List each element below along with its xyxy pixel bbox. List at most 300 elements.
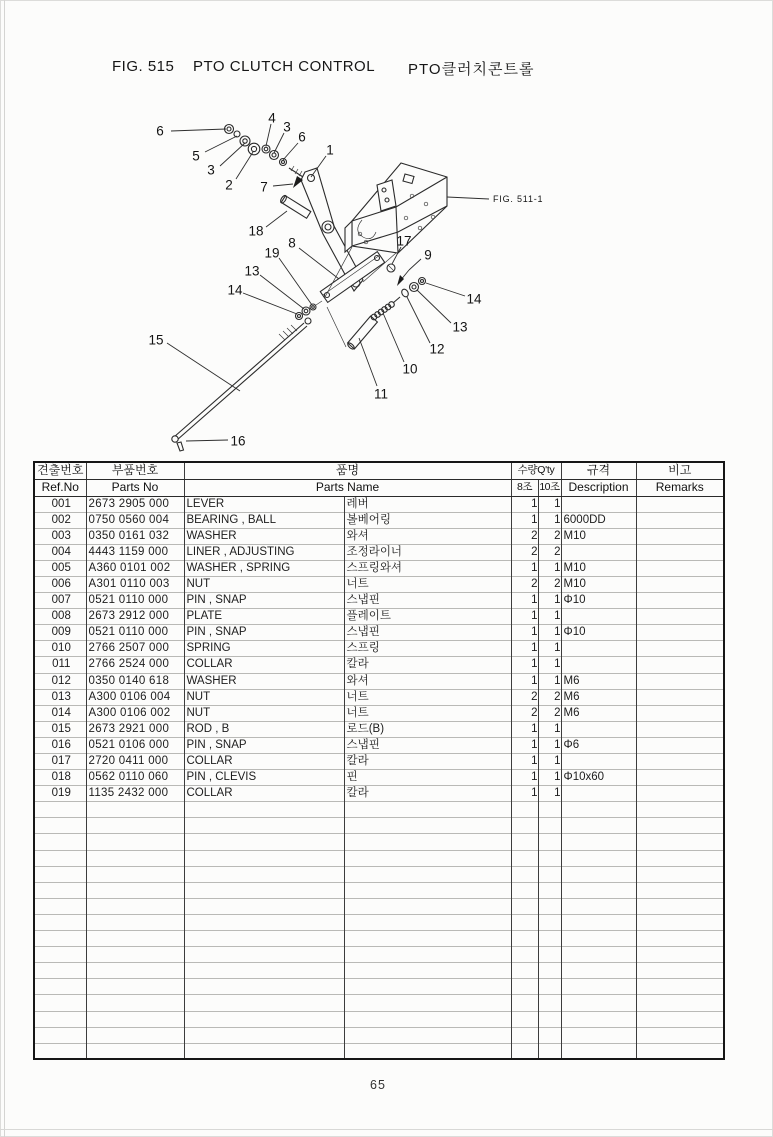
table-cell: [34, 931, 86, 947]
table-cell: [344, 1043, 511, 1059]
table-cell: PIN , SNAP: [184, 593, 344, 609]
table-cell: [86, 818, 184, 834]
callout-leader-line: [274, 133, 284, 153]
table-row: [34, 1011, 724, 1027]
table-cell: 0521 0110 000: [86, 593, 184, 609]
table-cell: 011: [34, 657, 86, 673]
header-name-en: Parts Name: [184, 479, 511, 496]
table-cell: [184, 818, 344, 834]
header-ref-kr: 견출번호: [34, 462, 86, 479]
table-cell: 0521 0106 000: [86, 737, 184, 753]
table-cell: [636, 818, 724, 834]
header-partsno-kr: 부품번호: [86, 462, 184, 479]
table-cell: [561, 657, 636, 673]
table-cell: Φ10x60: [561, 770, 636, 786]
table-cell: [561, 882, 636, 898]
table-cell: 1: [511, 770, 538, 786]
table-cell: [538, 850, 561, 866]
table-cell: 1: [538, 496, 561, 512]
table-cell: 1: [511, 512, 538, 528]
table-cell: NUT: [184, 689, 344, 705]
table-cell: 2: [538, 689, 561, 705]
table-cell: 6000DD: [561, 512, 636, 528]
table-cell: [511, 898, 538, 914]
table-cell: [636, 544, 724, 560]
table-row: [34, 898, 724, 914]
header-partsno-en: Parts No: [86, 479, 184, 496]
table-cell: [636, 754, 724, 770]
table-cell: [561, 641, 636, 657]
table-row: [34, 1027, 724, 1043]
callout-number: 9: [424, 247, 432, 263]
table-cell: 006: [34, 576, 86, 592]
table-cell: [636, 609, 724, 625]
callout-leader-line: [283, 143, 298, 160]
table-cell: [561, 1011, 636, 1027]
table-row: [34, 705, 724, 721]
table-cell: 칼라: [344, 754, 511, 770]
table-row: [34, 963, 724, 979]
table-cell: 스냅핀: [344, 737, 511, 753]
table-cell: 2673 2912 000: [86, 609, 184, 625]
callout-leader-line: [279, 258, 312, 305]
callout-leader-line: [407, 297, 430, 343]
table-cell: [344, 914, 511, 930]
table-cell: [636, 802, 724, 818]
table-cell: [344, 866, 511, 882]
table-cell: [636, 1043, 724, 1059]
callout-leader-line: [383, 313, 404, 362]
callout-leader-line: [359, 338, 377, 386]
table-cell: 0350 0140 618: [86, 673, 184, 689]
parts-table-header: [34, 462, 724, 496]
table-cell: 2: [538, 576, 561, 592]
table-cell: 플레이트: [344, 609, 511, 625]
callout-number: 13: [452, 319, 468, 335]
table-cell: 2673 2905 000: [86, 496, 184, 512]
callout-leader-line: [236, 152, 253, 179]
table-cell: Φ10: [561, 593, 636, 609]
parts-table-body: [34, 496, 724, 1059]
callout-number: 6: [298, 129, 306, 145]
callout-leader-line: [273, 184, 293, 186]
table-cell: [636, 593, 724, 609]
table-cell: 015: [34, 721, 86, 737]
callout-leader-line: [186, 440, 228, 441]
table-cell: 1: [538, 721, 561, 737]
table-cell: [34, 898, 86, 914]
figure-reference-label: FIG. 511-1: [493, 194, 544, 204]
table-cell: [34, 850, 86, 866]
header-row-korean: [34, 462, 724, 479]
table-cell: [86, 834, 184, 850]
table-cell: [34, 802, 86, 818]
table-row: [34, 544, 724, 560]
table-cell: [561, 1043, 636, 1059]
table-cell: 너트: [344, 576, 511, 592]
table-cell: 1: [511, 609, 538, 625]
header-qty-10: 10조: [538, 479, 561, 496]
table-cell: [511, 1027, 538, 1043]
table-row: [34, 673, 724, 689]
table-cell: M6: [561, 673, 636, 689]
table-row: [34, 770, 724, 786]
table-cell: 1: [538, 609, 561, 625]
page-number: 65: [370, 1078, 386, 1092]
table-cell: 004: [34, 544, 86, 560]
header-desc-kr: 규격: [561, 462, 636, 479]
table-cell: 010: [34, 641, 86, 657]
table-cell: WASHER: [184, 673, 344, 689]
figure-number: FIG. 515: [112, 58, 175, 75]
table-cell: 2: [538, 544, 561, 560]
table-cell: [538, 979, 561, 995]
table-cell: [344, 1027, 511, 1043]
table-cell: [344, 931, 511, 947]
table-cell: [561, 754, 636, 770]
table-cell: [561, 995, 636, 1011]
table-cell: [86, 995, 184, 1011]
callout-number: 15: [148, 332, 164, 348]
table-cell: 2: [538, 705, 561, 721]
table-row: [34, 786, 724, 802]
table-cell: [636, 995, 724, 1011]
callout-leader-line: [171, 129, 226, 131]
table-cell: [34, 914, 86, 930]
table-cell: 1: [511, 737, 538, 753]
callout-number: 7: [260, 179, 268, 195]
header-remarks-en: Remarks: [636, 479, 724, 496]
table-row: [34, 737, 724, 753]
table-cell: 1: [538, 625, 561, 641]
callout-number: 14: [227, 282, 243, 298]
table-cell: [538, 995, 561, 1011]
table-cell: [86, 914, 184, 930]
table-cell: [636, 705, 724, 721]
figure-title-english: PTO CLUTCH CONTROL: [193, 58, 376, 75]
table-cell: [344, 947, 511, 963]
table-cell: [538, 866, 561, 882]
table-cell: BEARING , BALL: [184, 512, 344, 528]
table-row: [34, 834, 724, 850]
table-cell: [511, 850, 538, 866]
table-cell: [184, 931, 344, 947]
table-cell: [86, 979, 184, 995]
table-cell: [184, 850, 344, 866]
table-row: [34, 576, 724, 592]
table-cell: [86, 931, 184, 947]
table-cell: 019: [34, 786, 86, 802]
table-cell: [344, 882, 511, 898]
table-cell: 1: [538, 657, 561, 673]
table-cell: 1: [511, 625, 538, 641]
table-cell: COLLAR: [184, 657, 344, 673]
table-cell: [34, 818, 86, 834]
table-cell: M10: [561, 576, 636, 592]
table-cell: 스냅핀: [344, 625, 511, 641]
table-cell: 너트: [344, 705, 511, 721]
table-row: [34, 931, 724, 947]
table-cell: [344, 1011, 511, 1027]
table-cell: [184, 963, 344, 979]
table-cell: [34, 1011, 86, 1027]
table-cell: [636, 770, 724, 786]
table-cell: 0562 0110 060: [86, 770, 184, 786]
callout-number: 3: [207, 162, 215, 178]
table-cell: [636, 834, 724, 850]
table-cell: [561, 496, 636, 512]
table-cell: M6: [561, 689, 636, 705]
table-cell: [538, 947, 561, 963]
table-cell: A300 0106 002: [86, 705, 184, 721]
table-row: [34, 496, 724, 512]
table-cell: [184, 834, 344, 850]
table-cell: [344, 834, 511, 850]
table-cell: 조정라이너: [344, 544, 511, 560]
table-cell: [636, 914, 724, 930]
table-cell: [561, 721, 636, 737]
table-cell: 016: [34, 737, 86, 753]
table-cell: 칼라: [344, 657, 511, 673]
table-cell: [34, 1027, 86, 1043]
clevis-pin-part: [279, 194, 310, 218]
table-cell: [561, 931, 636, 947]
table-cell: [184, 914, 344, 930]
table-cell: 2720 0411 000: [86, 754, 184, 770]
callout-number: 3: [283, 119, 291, 135]
table-cell: [511, 1043, 538, 1059]
table-cell: PIN , CLEVIS: [184, 770, 344, 786]
table-cell: 008: [34, 609, 86, 625]
table-cell: 로드(B): [344, 721, 511, 737]
table-row: [34, 914, 724, 930]
table-cell: [344, 898, 511, 914]
table-cell: LEVER: [184, 496, 344, 512]
table-cell: WASHER: [184, 528, 344, 544]
table-cell: 017: [34, 754, 86, 770]
table-cell: [34, 866, 86, 882]
table-cell: Φ10: [561, 625, 636, 641]
table-cell: [538, 1011, 561, 1027]
table-row: [34, 560, 724, 576]
table-cell: 볼베어링: [344, 512, 511, 528]
table-row: [34, 947, 724, 963]
table-cell: [344, 995, 511, 1011]
table-cell: 1: [511, 721, 538, 737]
table-cell: [636, 898, 724, 914]
table-cell: [538, 914, 561, 930]
table-cell: [636, 947, 724, 963]
table-cell: PIN , SNAP: [184, 625, 344, 641]
table-row: [34, 528, 724, 544]
table-cell: COLLAR: [184, 786, 344, 802]
table-row: [34, 818, 724, 834]
table-row: [34, 657, 724, 673]
table-cell: [538, 834, 561, 850]
table-cell: 0521 0110 000: [86, 625, 184, 641]
callout-number: 4: [268, 110, 276, 126]
table-cell: 1: [538, 786, 561, 802]
table-cell: [561, 947, 636, 963]
table-cell: [538, 931, 561, 947]
table-cell: [511, 882, 538, 898]
table-cell: [184, 947, 344, 963]
exploded-parts-diagram: [0, 95, 773, 455]
parts-table: [33, 461, 725, 1060]
callout-number: 14: [466, 291, 482, 307]
table-cell: 1: [511, 673, 538, 689]
table-cell: [184, 1011, 344, 1027]
table-cell: 스프링: [344, 641, 511, 657]
table-row: [34, 721, 724, 737]
table-cell: [34, 963, 86, 979]
table-cell: [538, 898, 561, 914]
table-cell: 1: [511, 754, 538, 770]
table-cell: [344, 850, 511, 866]
table-cell: [538, 1043, 561, 1059]
table-cell: [561, 979, 636, 995]
table-cell: [34, 947, 86, 963]
table-cell: 1: [511, 657, 538, 673]
callout-leader-line: [167, 343, 240, 391]
table-cell: [636, 528, 724, 544]
table-cell: [636, 689, 724, 705]
table-cell: 칼라: [344, 786, 511, 802]
table-cell: [86, 882, 184, 898]
table-cell: [184, 866, 344, 882]
table-cell: [511, 995, 538, 1011]
table-cell: [636, 882, 724, 898]
table-cell: A360 0101 002: [86, 560, 184, 576]
table-cell: [636, 850, 724, 866]
table-cell: 와셔: [344, 528, 511, 544]
table-cell: [184, 1043, 344, 1059]
callout-number: 6: [156, 123, 164, 139]
table-cell: [538, 963, 561, 979]
table-cell: [538, 1027, 561, 1043]
table-cell: [636, 786, 724, 802]
table-cell: 003: [34, 528, 86, 544]
callout-leader-line: [266, 211, 287, 227]
table-cell: 0750 0560 004: [86, 512, 184, 528]
table-cell: SPRING: [184, 641, 344, 657]
table-cell: 스냅핀: [344, 593, 511, 609]
table-cell: [561, 898, 636, 914]
table-cell: [636, 576, 724, 592]
callout-number: 1: [326, 142, 334, 158]
callout-labels: [148, 111, 482, 449]
table-cell: 1: [538, 512, 561, 528]
callout-number: 2: [225, 177, 233, 193]
header-qty-8: 8조: [511, 479, 538, 496]
table-cell: [34, 995, 86, 1011]
table-cell: [511, 802, 538, 818]
table-cell: 0350 0161 032: [86, 528, 184, 544]
table-cell: [34, 834, 86, 850]
table-cell: [561, 914, 636, 930]
table-cell: [344, 963, 511, 979]
page-title: [0, 58, 773, 78]
table-cell: [511, 914, 538, 930]
table-cell: [86, 1011, 184, 1027]
header-qty-kr: 수량Q'ty: [511, 462, 561, 479]
table-cell: 1: [538, 560, 561, 576]
table-cell: [184, 995, 344, 1011]
table-cell: [184, 979, 344, 995]
scan-edge: [0, 1129, 773, 1130]
table-cell: [86, 963, 184, 979]
table-row: [34, 593, 724, 609]
table-row: [34, 995, 724, 1011]
table-cell: Φ6: [561, 737, 636, 753]
table-cell: [561, 786, 636, 802]
table-cell: [86, 866, 184, 882]
table-cell: NUT: [184, 705, 344, 721]
callout-number: 16: [230, 433, 246, 449]
table-cell: [86, 898, 184, 914]
table-row: [34, 979, 724, 995]
table-row: [34, 866, 724, 882]
header-desc-en: Description: [561, 479, 636, 496]
table-cell: [344, 802, 511, 818]
table-cell: 2: [538, 528, 561, 544]
header-row-english: [34, 479, 724, 496]
table-cell: 와셔: [344, 673, 511, 689]
table-cell: [184, 802, 344, 818]
table-cell: 1: [538, 593, 561, 609]
table-row: [34, 882, 724, 898]
table-cell: [34, 882, 86, 898]
spring-rod-parts: [347, 297, 400, 350]
table-cell: [636, 979, 724, 995]
table-cell: [184, 1027, 344, 1043]
table-cell: [184, 898, 344, 914]
table-cell: [636, 512, 724, 528]
callout-number: 11: [373, 386, 389, 402]
table-cell: 2: [511, 705, 538, 721]
table-cell: [511, 979, 538, 995]
table-cell: [561, 834, 636, 850]
table-cell: [344, 818, 511, 834]
table-cell: [561, 1027, 636, 1043]
table-cell: [86, 1043, 184, 1059]
table-cell: [34, 979, 86, 995]
table-row: [34, 850, 724, 866]
table-cell: 너트: [344, 689, 511, 705]
table-cell: 013: [34, 689, 86, 705]
table-cell: 007: [34, 593, 86, 609]
table-cell: M10: [561, 560, 636, 576]
table-cell: [86, 947, 184, 963]
table-cell: COLLAR: [184, 754, 344, 770]
callout-leader-line: [426, 283, 465, 296]
table-cell: [538, 882, 561, 898]
table-cell: 레버: [344, 496, 511, 512]
table-cell: [636, 931, 724, 947]
callout-leader-line: [417, 290, 451, 323]
table-cell: 1: [538, 673, 561, 689]
table-cell: [636, 673, 724, 689]
callout-leader-line: [220, 143, 245, 166]
table-cell: 002: [34, 512, 86, 528]
table-row: [34, 625, 724, 641]
callout-number: 8: [288, 235, 296, 251]
table-cell: [511, 1011, 538, 1027]
table-cell: [636, 641, 724, 657]
table-cell: [34, 1043, 86, 1059]
table-cell: [511, 947, 538, 963]
table-cell: 2673 2921 000: [86, 721, 184, 737]
